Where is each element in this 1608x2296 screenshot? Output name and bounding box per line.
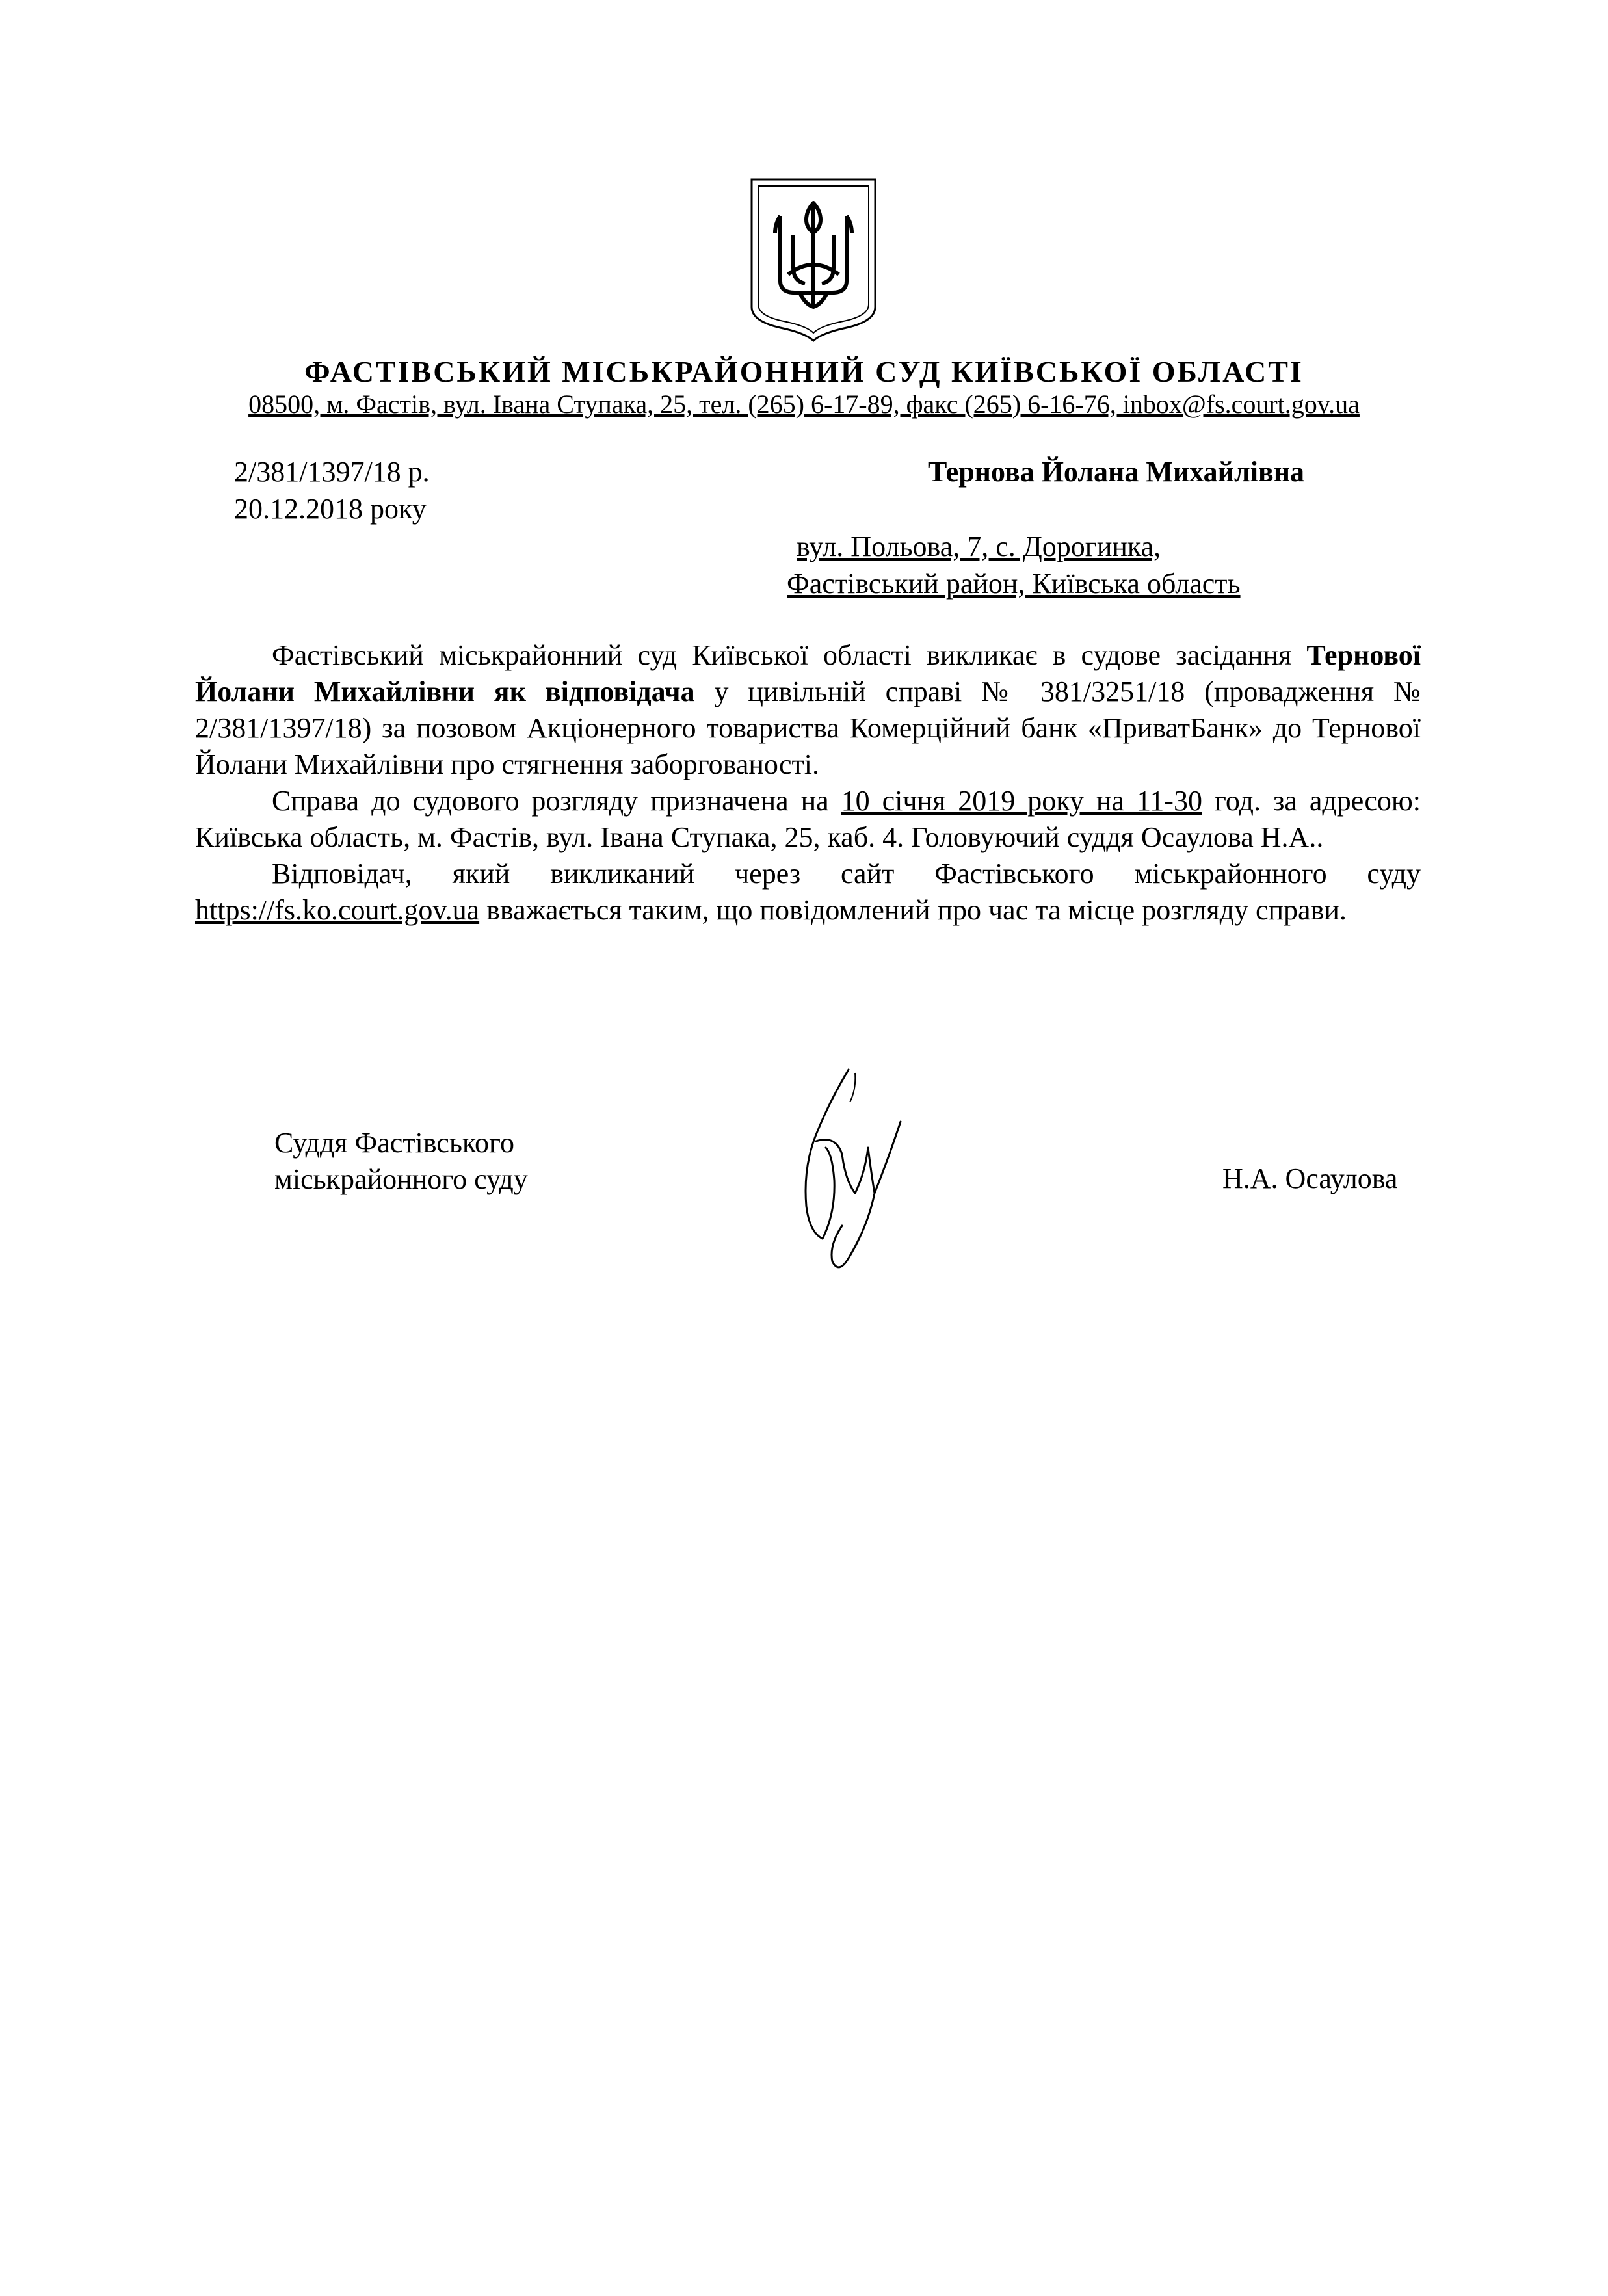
court-website-link[interactable]: https://fs.ko.court.gov.ua bbox=[195, 894, 480, 926]
summons-body bbox=[195, 637, 1421, 929]
court-address: 08500, м. Фастів, вул. Івана Ступака, 25, тел. (265) 6-17-89, факс (265) 6-16-76, inbox@fs.court.gov.ua bbox=[248, 389, 1360, 419]
judge-title bbox=[274, 1125, 528, 1198]
judge-title-line1: Суддя Фастівського bbox=[274, 1127, 514, 1159]
text-span: Фастівський міськрайонний суд Київської області викликає в судове засідання bbox=[272, 639, 1307, 671]
recipient-address-line2: Фастівський район, Київська область bbox=[787, 568, 1241, 600]
text-span: у цивільній справі № 381/3251/18 (провадження № 2/381/1397/18) за позовом Акціонерного товариства Комерційний банк «ПриватБанк» до Тернової Йолани Михайлівни про стягнення заборгованості. bbox=[195, 676, 1421, 780]
defendant-role: відповідача bbox=[545, 676, 695, 707]
court-name: ФАСТІВСЬКИЙ МІСЬКРАЙОННИЙ СУД КИЇВСЬКОЇ ОБЛАСТІ bbox=[304, 355, 1304, 388]
document-date: 20.12.2018 року bbox=[234, 493, 427, 525]
judge-title-line2: міськрайонного суду bbox=[274, 1163, 528, 1195]
defendant-name: Тернової Йолани Михайлівни bbox=[195, 639, 1421, 707]
recipient-name: Тернова Йолана Михайлівна bbox=[928, 456, 1305, 488]
case-number: 2/381/1397/18 р. bbox=[234, 456, 430, 488]
text-span: год. за адресою: Київська область, м. Фастів, вул. Івана Ступака, 25, каб. 4. Головуючий суддя Осаулова Н.А.. bbox=[195, 785, 1421, 853]
ukraine-coat-of-arms-icon bbox=[749, 177, 878, 342]
paragraph-notice bbox=[195, 856, 1421, 929]
text-span: Відповідач, який викликаний через сайт Фастівського міськрайонного суду bbox=[272, 858, 1421, 890]
text-span: Справа до судового розгляду призначена на bbox=[272, 785, 841, 817]
paragraph-hearing bbox=[195, 783, 1421, 856]
text-span: вважається таким, що повідомлений про час та місце розгляду справи. bbox=[479, 894, 1347, 926]
text-span: як bbox=[474, 676, 546, 707]
paragraph-summons bbox=[195, 637, 1421, 783]
hearing-datetime: 10 січня 2019 року на 11-30 bbox=[841, 785, 1202, 817]
recipient-address-line1: вул. Польова, 7, с. Дорогинка, bbox=[797, 531, 1161, 562]
judge-name: Н.А. Осаулова bbox=[1222, 1163, 1398, 1194]
handwritten-signature bbox=[777, 1063, 907, 1278]
